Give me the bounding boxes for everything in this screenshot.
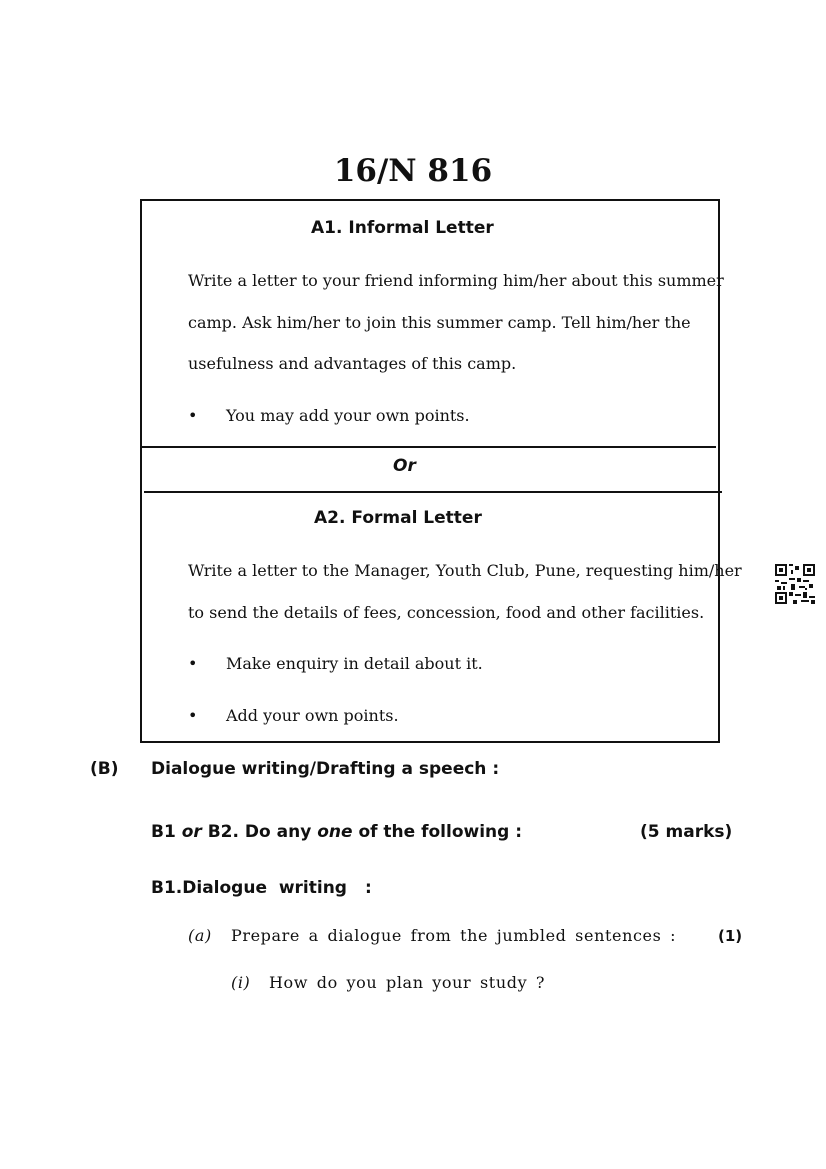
a1-heading: A1. Informal Letter: [311, 218, 494, 238]
qr-code-icon: [775, 564, 815, 604]
b1-label: B1: [151, 822, 176, 842]
page-title: 16/N 816: [333, 153, 493, 189]
divider-bottom: [144, 491, 722, 493]
one-word: one: [317, 822, 353, 842]
a2-heading-label: A2: [314, 508, 339, 528]
question-a-marks: (1): [718, 927, 743, 945]
b1-heading-title: Dialogue writing: [182, 878, 347, 898]
section-b-title: Dialogue writing/Drafting a speech :: [151, 759, 500, 779]
a2-heading: A2. Formal Letter: [314, 508, 482, 528]
b-marks: (5 marks): [640, 822, 733, 842]
bullet-icon: •: [188, 654, 198, 673]
a1-body-line-1: Write a letter to your friend informing him/her about this summer: [188, 271, 724, 290]
b1-heading-colon: :: [365, 878, 372, 898]
do-any-text: Do any: [244, 822, 312, 842]
item-i-text: How do you plan your study ?: [269, 973, 546, 992]
or-separator: Or: [393, 456, 416, 476]
bullet-icon: •: [188, 406, 198, 425]
a1-body-line-2: camp. Ask him/her to join this summer camp. Tell him/her the: [188, 313, 691, 332]
a2-body-line-1: Write a letter to the Manager, Youth Club, Pune, requesting him/her: [188, 561, 742, 580]
question-a-label: (a): [188, 926, 212, 945]
a1-body-line-3: usefulness and advantages of this camp.: [188, 354, 517, 373]
a1-heading-label: A1: [311, 218, 336, 238]
b2-label: B2: [207, 822, 233, 842]
a2-bullet-2: Add your own points.: [226, 706, 399, 725]
bullet-icon: •: [188, 706, 198, 725]
a2-bullet-1: Make enquiry in detail about it.: [226, 654, 483, 673]
a1-heading-title: Informal Letter: [348, 218, 494, 238]
divider-top: [140, 446, 716, 448]
or-word: or: [181, 822, 202, 842]
a2-heading-title: Formal Letter: [351, 508, 482, 528]
b1-heading: B1.Dialogue writing: [151, 878, 347, 898]
of-following-text: of the following :: [358, 822, 523, 842]
section-b-label: (B): [90, 759, 119, 779]
a2-body-line-2: to send the details of fees, concession, food and other facilities.: [188, 603, 705, 622]
item-i-label: (i): [231, 973, 251, 992]
a1-bullet-1: You may add your own points.: [226, 406, 470, 425]
b-instruction: B1 or B2. Do any one of the following :: [151, 822, 523, 842]
question-a-text: Prepare a dialogue from the jumbled sentences :: [231, 926, 677, 945]
b1-heading-label: B1: [151, 878, 176, 898]
